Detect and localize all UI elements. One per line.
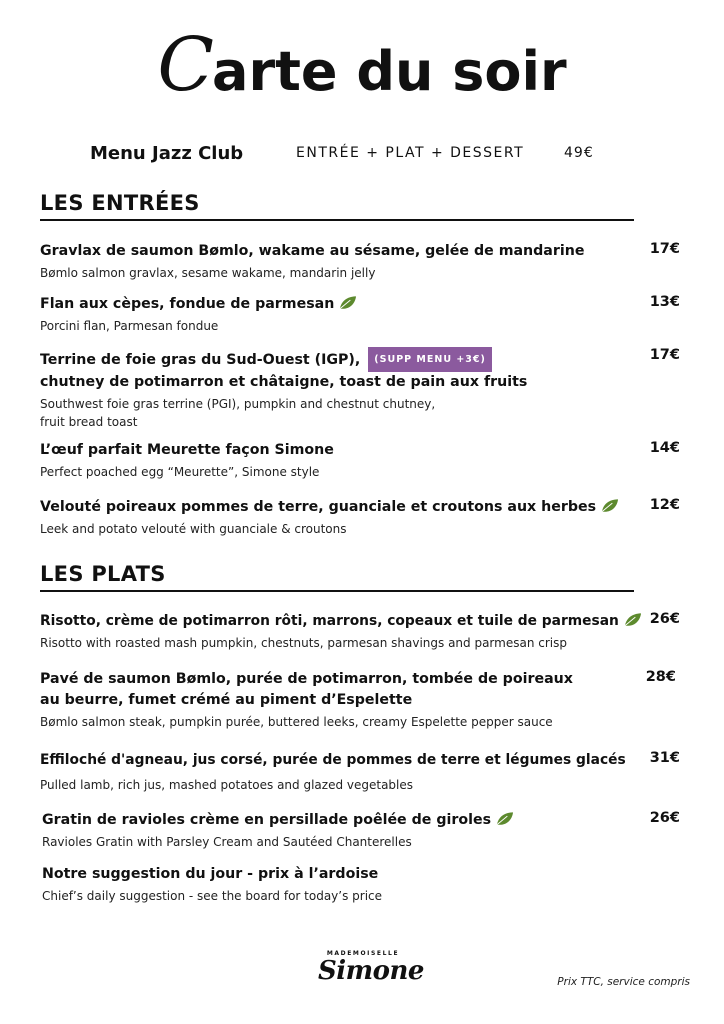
title-rest: arte du soir (212, 40, 567, 103)
dish-name-line1: Pavé de saumon Bømlo, purée de potimarron, tombée de poireaux (40, 671, 573, 687)
dish-name-line2: chutney de potimarron et châtaigne, toast de pain aux fruits (40, 374, 528, 390)
section-title-entrees: LES ENTRÉES (40, 191, 200, 215)
logo-text: Simone (318, 956, 424, 986)
logo-small-text: MADEMOISELLE (326, 950, 400, 957)
dish-item (40, 669, 680, 731)
dish-name: Gratin de ravioles crème en persillade poêlée de giroles (42, 812, 492, 828)
title-script-letter: C (157, 22, 213, 108)
dish-price: 26€ (649, 810, 680, 826)
dish-price: 31€ (649, 750, 680, 766)
dish-name: L’œuf parfait Meurette façon Simone (40, 442, 334, 458)
price-note: Prix TTC, service compris (557, 976, 690, 988)
dish-item (40, 611, 680, 652)
dish-translation: Porcini flan, Parmesan fondue (40, 319, 219, 333)
dish-price: 28€ (645, 669, 676, 685)
dish-price: 14€ (649, 440, 680, 456)
dish-translation: Ravioles Gratin with Parsley Cream and Sautéed Chanterelles (42, 835, 412, 849)
brand-logo (318, 950, 424, 994)
dish-translation-line2: fruit bread toast (40, 415, 138, 429)
dish-name: Risotto, crème de potimarron rôti, marrons, copeaux et tuile de parmesan (40, 613, 619, 629)
dish-item (42, 864, 680, 905)
leaf-icon (338, 295, 357, 311)
dish-translation: Bømlo salmon steak, pumpkin purée, buttered leeks, creamy Espelette pepper sauce (40, 715, 553, 729)
dish-item (40, 347, 680, 431)
dish-price: 26€ (649, 611, 680, 627)
section-divider (40, 590, 634, 592)
dish-translation: Pulled lamb, rich jus, mashed potatoes and glazed vegetables (40, 778, 414, 792)
dish-item (40, 497, 680, 538)
formula-price: 49€ (564, 145, 594, 161)
menu-formula (90, 143, 650, 167)
dish-translation: Risotto with roasted mash pumpkin, chestnuts, parmesan shavings and parmesan crisp (40, 636, 567, 650)
dish-translation: Perfect poached egg “Meurette”, Simone style (40, 465, 320, 479)
leaf-icon (495, 811, 514, 827)
dish-name: Notre suggestion du jour - prix à l’ardoise (42, 866, 379, 882)
page-title (0, 22, 724, 122)
section-title-plats: LES PLATS (40, 562, 166, 586)
dish-price: 17€ (649, 241, 680, 257)
dish-price: 13€ (649, 294, 680, 310)
section-divider (40, 219, 634, 221)
dish-translation: Leek and potato velouté with guanciale & croutons (40, 522, 347, 536)
dish-name: Velouté poireaux pommes de terre, guanciale et croutons aux herbes (40, 499, 597, 515)
dish-item (40, 750, 680, 794)
dish-name: Effiloché d'agneau, jus corsé, purée de pommes de terre et légumes glacés (40, 752, 626, 768)
dish-item (42, 810, 680, 851)
dish-item (40, 241, 680, 282)
dish-name: Flan aux cèpes, fondue de parmesan (40, 296, 335, 312)
leaf-icon (623, 612, 642, 628)
dish-item (40, 440, 680, 481)
dish-translation-line1: Southwest foie gras terrine (PGI), pumpkin and chestnut chutney, (40, 397, 436, 411)
dish-name-line2: au beurre, fumet crémé au piment d’Espelette (40, 692, 413, 708)
dish-translation: Chief’s daily suggestion - see the board for today’s price (42, 889, 383, 903)
supplement-badge: (SUPP MENU +3€) (368, 347, 492, 372)
dish-price: 12€ (649, 497, 680, 513)
formula-content: ENTRÉE + PLAT + DESSERT (296, 145, 525, 161)
dish-item (40, 294, 680, 335)
dish-price: 17€ (649, 347, 680, 363)
dish-name-line1: Terrine de foie gras du Sud-Ouest (IGP), (40, 352, 361, 368)
dish-name: Gravlax de saumon Bømlo, wakame au sésame, gelée de mandarine (40, 243, 585, 259)
leaf-icon (600, 498, 619, 514)
formula-name: Menu Jazz Club (90, 143, 244, 164)
dish-translation: Bømlo salmon gravlax, sesame wakame, mandarin jelly (40, 266, 376, 280)
